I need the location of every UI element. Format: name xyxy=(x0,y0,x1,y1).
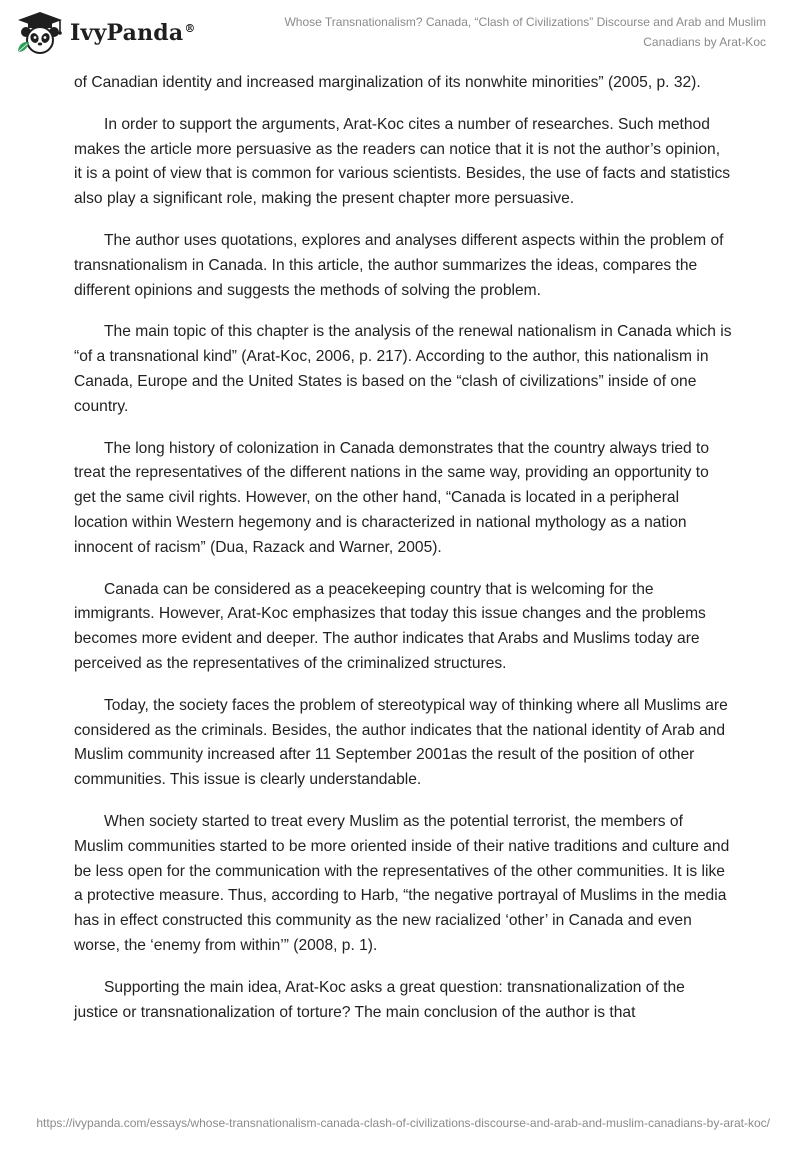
paragraph: The long history of colonization in Canada demonstrates that the country always tried to treat the representatives of the different nations in the same way, providing an opportunity to get the same civil rights. However, on the other hand, “Canada is located in a peripheral location within Western hegemony and is characterized in national mythology as a nation innocent of racism” (Dua, Razack and Warner, 2005). xyxy=(74,439,710,556)
paragraph: The author uses quotations, explores and analyses different aspects within the problem of transnationalism in Canada. In this article, the author summarizes the ideas, compares the different opinions and suggests the methods of solving the problem. xyxy=(74,231,724,299)
paragraph: Canada can be considered as a peacekeeping country that is welcoming for the immigrants. However, Arat-Koc emphasizes that today this issue changes and the problems becomes more evident and deeper. The author indicates that Arabs and Muslims today are perceived as the representatives of the criminalized structures. xyxy=(74,580,706,672)
paragraph: When society started to treat every Muslim as the potential terrorist, the members of Muslim communities started to be more oriented inside of their native traditions and culture and be less open for the communication with the representatives of the other communities. It is like a protective measure. Thus, according to Harb, “the negative portrayal of Muslims in the media has in effect constructed this community as the new racialized ‘other’ in Canada and even worse, the ‘enemy from within’” (2008, p. 1). xyxy=(74,812,730,954)
ivypanda-logo[interactable] xyxy=(14,10,196,56)
page-header xyxy=(0,0,800,60)
paragraph: Today, the society faces the problem of stereotypical way of thinking where all Muslims are considered as the criminals. Besides, the author indicates that the national identity of Arab and Muslim community increased after 11 September 2001as the result of the position of other communities. This issue is clearly understandable. xyxy=(74,696,728,789)
paragraph: The main topic of this chapter is the analysis of the renewal nationalism in Canada which is “of a transnational kind” (Arat-Koc, 2006, p. 217). According to the author, this nationalism in Canada, Europe and the United States is based on the “clash of civilizations” inside of one country. xyxy=(74,323,732,415)
logo-text: IvyPanda® xyxy=(70,20,196,46)
paragraph: In order to support the arguments, Arat-Koc cites a number of researches. Such method makes the article more persuasive as the readers can notice that it is not the author’s opinion, it is a point of view that is common for various scientists. Besides, the use of facts and statistics also play a significant role, making the present chapter more persuasive. xyxy=(74,115,731,208)
paragraph: Supporting the main idea, Arat-Koc asks a great question: transnationalization of the justice or transnationalization of torture? The main conclusion of the author is that xyxy=(74,978,685,1021)
essay-body xyxy=(74,71,732,1042)
registered-mark: ® xyxy=(184,21,196,35)
source-url-link[interactable]: https://ivypanda.com/essays/whose-transnationalism-canada-clash-of-civilizations-discourse-and-arab-and-muslim-canadians-by-arat-koc/ xyxy=(36,1116,770,1130)
panda-graduate-icon xyxy=(14,10,66,56)
document-title: Whose Transnationalism? Canada, “Clash of Civilizations” Discourse and Arab and Muslim Canadians by Arat-Koc xyxy=(284,15,766,49)
paragraph: of Canadian identity and increased marginalization of its nonwhite minorities” (2005, p. 32). xyxy=(74,74,701,91)
